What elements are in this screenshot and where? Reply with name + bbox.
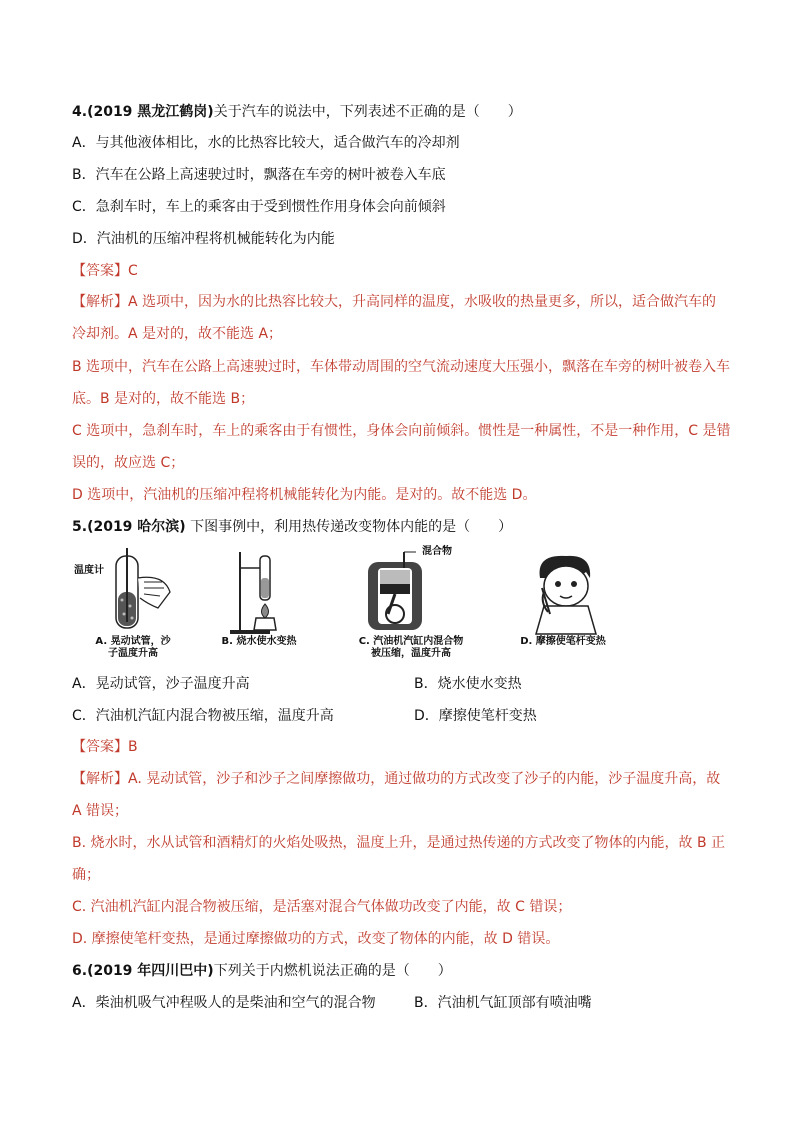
thermometer-label: 温度计 [74,565,104,576]
answer-label: 【答案】 [72,739,128,755]
engine-cylinder-illustration [354,548,440,636]
answer-value: B [128,739,138,755]
analysis-line [72,769,720,789]
caption-line: 子温度升高 [108,648,158,659]
analysis-line: B. 烧水时，水从试管和酒精灯的火焰处吸热，温度上升，是通过热传递的方式改变了物体的内能，故 B 正 [72,835,726,851]
analysis-line: 冷却剂。A 是对的，故不能选 A； [72,326,283,342]
caption-line: C. 汽油机汽缸内混合物 [358,636,464,647]
answer-label: 【答案】 [72,263,128,279]
analysis-line: B 选项中，汽车在公路上高速驶过时，车体带动周围的空气流动速度大压强小，飘落在车旁的树叶被卷入车 [72,359,731,375]
caption-line: B. 烧水使水变热 [221,636,297,647]
caption-line: 被压缩，温度升高 [371,648,451,659]
option-a: A．与其他液体相比，水的比热容比较大，适合做汽车的冷却剂 [72,135,460,151]
option-d: D．汽油机的压缩冲程将机械能转化为内能 [72,231,335,247]
analysis-line: 误的，故应选 C； [72,455,185,471]
analysis-text: A. 晃动试管，沙子和沙子之间摩擦做功，通过做功的方式改变了沙子的内能，沙子温度升高，故 [128,771,721,787]
option-b: B．汽车在公路上高速驶过时，飘落在车旁的树叶被卷入车底 [72,167,446,183]
analysis-text: A 选项中，因为水的比热容比较大，升高同样的温度，水吸收的热量更多，所以，适合做汽车的 [128,294,717,310]
analysis-line: C 选项中，急刹车时，车上的乘客由于有惯性，身体会向前倾斜。惯性是一种属性，不是一种作用，C 是错 [72,423,731,439]
answer-line [72,261,138,281]
answer-value: C [128,263,138,279]
analysis-label: 【解析】 [72,771,128,787]
question-number: 5. [72,519,88,535]
option-c: C．汽油机汽缸内混合物被压缩，温度升高 [72,708,334,724]
caption-b [214,636,304,648]
question-text: 关于汽车的说法中，下列表述不正确的是（ ） [213,104,522,120]
option-c: C．急刹车时，车上的乘客由于受到惯性作用身体会向前倾斜 [72,199,446,215]
question-5-stem [72,517,512,537]
option-b: B．汽油机气缸顶部有喷油嘴 [414,995,592,1011]
question-4-stem [72,102,522,122]
question-number: 4. [72,104,88,120]
analysis-line: D. 摩擦使笔杆变热，是通过摩擦做功的方式，改变了物体的内能，故 D 错误。 [72,931,560,947]
analysis-line: C. 汽油机汽缸内混合物被压缩，是活塞对混合气体做功改变了内能，故 C 错误； [72,899,572,915]
question-source: (2019 年四川巴中) [87,963,214,979]
test-tube-illustration [74,548,184,636]
question-number: 6. [72,963,88,979]
option-b: B．烧水使水变热 [414,676,522,692]
analysis-line: D 选项中，汽油机的压缩冲程将机械能转化为内能。是对的。故不能选 D。 [72,487,537,503]
analysis-line: 确； [72,867,100,883]
question-text: 下图事例中，利用热传递改变物体内能的是（ ） [185,519,513,535]
caption-line: A. 晃动试管，沙 [95,636,171,647]
caption-d [508,636,618,648]
analysis-label: 【解析】 [72,294,128,310]
question-6-stem [72,961,452,981]
analysis-line [72,292,716,312]
caption-c [346,636,476,660]
mixture-label: 混合物 [422,546,452,557]
question-text: 下列关于内燃机说法正确的是（ ） [213,963,452,979]
option-d: D．摩擦使笔杆变热 [414,708,537,724]
caption-a [78,636,188,660]
question-source: (2019 黑龙江鹤岗) [87,104,214,120]
boy-rubbing-pen-illustration [526,548,606,636]
option-a: A．柴油机吸气冲程吸人的是柴油和空气的混合物 [72,995,376,1011]
boiling-water-illustration [222,548,292,636]
analysis-line: 底。B 是对的，故不能选 B； [72,391,255,407]
analysis-line: A 错误； [72,803,129,819]
caption-line: D. 摩擦使笔杆变热 [520,636,606,647]
question-source: (2019 哈尔滨) [87,519,186,535]
option-a: A．晃动试管，沙子温度升高 [72,676,250,692]
answer-line [72,737,138,757]
